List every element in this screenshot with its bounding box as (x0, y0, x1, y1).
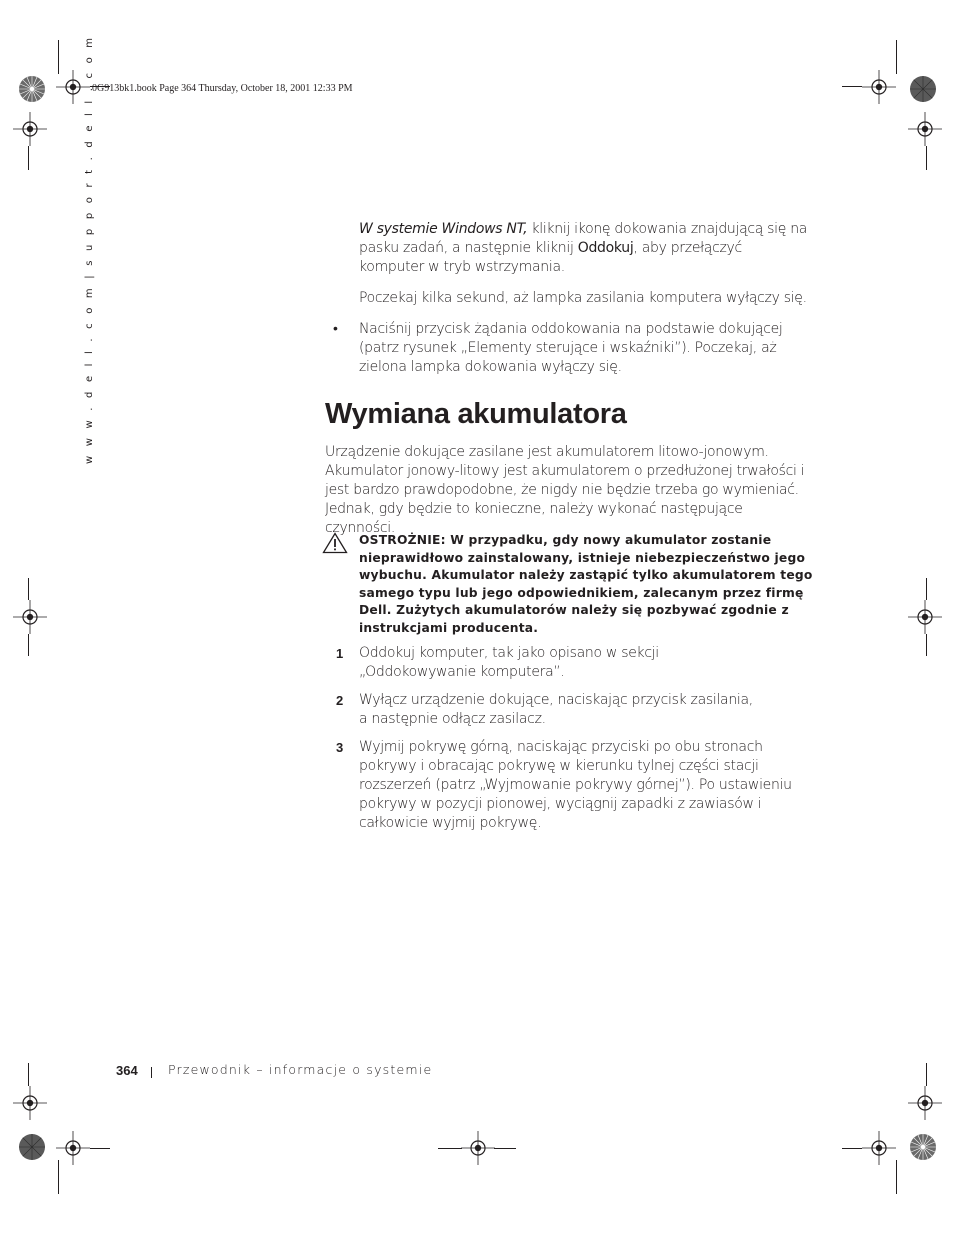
section-intro: Urządzenie dokujące zasilane jest akumulatorem litowo-jonowym. Akumulator jonowy-litowy jest akumulatorem o przedłużonej trwałości i jest bardzo prawdopodobne, że nigdy nie będzie trzeba go wymieniać. Jednak, gdy będzie to konieczne, należy wykonać następujące czynności. (325, 444, 805, 536)
crop-line (926, 1063, 927, 1086)
crop-line (28, 578, 29, 600)
crosshair-mark-top-right-h (862, 70, 896, 104)
crosshair-mark-mid-left (13, 600, 47, 634)
crop-line (28, 634, 29, 656)
caution-text: OSTROŻNIE: W przypadku, gdy nowy akumulator zostanie nieprawidłowo zainstalowany, istnieje niebezpieczeństwo jego wybuchu. Akumulator należy zastąpić tylko akumulatorem tego samego typu lub jego odpowiednikiem, zalecanym przez firmę Dell. Zużytych akumulatorów należy się pozbywać zgodnie z instrukcjami producenta. (359, 533, 813, 635)
caution-triangle-icon (322, 532, 348, 554)
section-heading: Wymiana akumulatora (325, 398, 627, 430)
undock-command: Oddokuj (577, 240, 634, 256)
starburst-mark-top-right (908, 74, 938, 104)
crosshair-mark-mid-right (908, 600, 942, 634)
crosshair-mark-bottom-right-h (862, 1131, 896, 1165)
step-number: 3 (336, 740, 344, 755)
step-text: Wyjmij pokrywę górną, naciskając przyciski po obu stronach pokrywy i obracając pokrywę w kierunku tylnej części stacji rozszerzeń (patrz „Wyjmowanie pokrywy górnej”). Po ustawieniu pokrywy w pozycji pionowej, wyciągnij zapadki z zawiasów i całkowicie wyjmij pokrywę. (359, 739, 792, 831)
crop-line (926, 578, 927, 600)
step-number: 1 (336, 646, 344, 661)
crop-line (58, 40, 59, 74)
starburst-mark-bottom-right (908, 1132, 938, 1162)
crop-line (926, 146, 927, 170)
crosshair-mark-bottom-left-v (13, 1086, 47, 1120)
crosshair-mark-top-right-v (908, 112, 942, 146)
crop-line (896, 40, 897, 74)
crop-line (896, 1160, 897, 1194)
step-number: 2 (336, 693, 344, 708)
crop-line (438, 1148, 462, 1149)
footer-separator (151, 1067, 152, 1078)
step-text: Oddokuj komputer, tak jako opisano w sekcji „Oddokowywanie komputera”. (359, 645, 659, 680)
crosshair-mark-top-left-v (13, 112, 47, 146)
step-text: Wyłącz urządzenie dokujące, naciskając przycisk zasilania, a następnie odłącz zasilacz. (359, 692, 753, 727)
crop-line (842, 86, 862, 87)
windows-nt-label: W systemie Windows NT, (359, 221, 528, 237)
crop-line (926, 634, 927, 656)
crop-line (842, 1148, 862, 1149)
crop-line (28, 1063, 29, 1086)
bullet-marker: • (333, 321, 338, 337)
crosshair-mark-bottom-right-v (908, 1086, 942, 1120)
sidebar-url: w w w . d e l l . c o m | s u p p o r t . d e l l . c o m (84, 34, 95, 464)
windows-nt-paragraph (359, 220, 809, 277)
windows-nt-text-1: kliknij ikonę dokowania znajdującą się na pasku zadań, a następnie kliknij (359, 221, 808, 256)
crop-line (494, 1148, 516, 1149)
crosshair-mark-bottom-center (461, 1131, 495, 1165)
crop-line (90, 1148, 110, 1149)
starburst-mark-bottom-left (17, 1132, 47, 1162)
starburst-mark-top-left (17, 74, 47, 104)
undock-request-bullet: Naciśnij przycisk żądania oddokowania na podstawie dokującej (patrz rysunek „Elementy sterujące i wskaźniki”). Poczekaj, aż zielona lampka dokowania wyłączy się. (359, 321, 783, 375)
book-file-info: 0G913bk1.book Page 364 Thursday, October 18, 2001 12:33 PM (92, 83, 353, 94)
wait-paragraph: Poczekaj kilka sekund, aż lampka zasilania komputera wyłączy się. (359, 290, 807, 306)
crop-line (28, 146, 29, 170)
windows-nt-text-2: , aby przełączyć komputer w tryb wstrzymania. (359, 240, 742, 275)
crop-line (58, 1160, 59, 1194)
footer-title: Przewodnik – informacje o systemie (168, 1062, 433, 1077)
page-number: 364 (116, 1063, 138, 1078)
crosshair-mark-bottom-left-h (56, 1131, 90, 1165)
